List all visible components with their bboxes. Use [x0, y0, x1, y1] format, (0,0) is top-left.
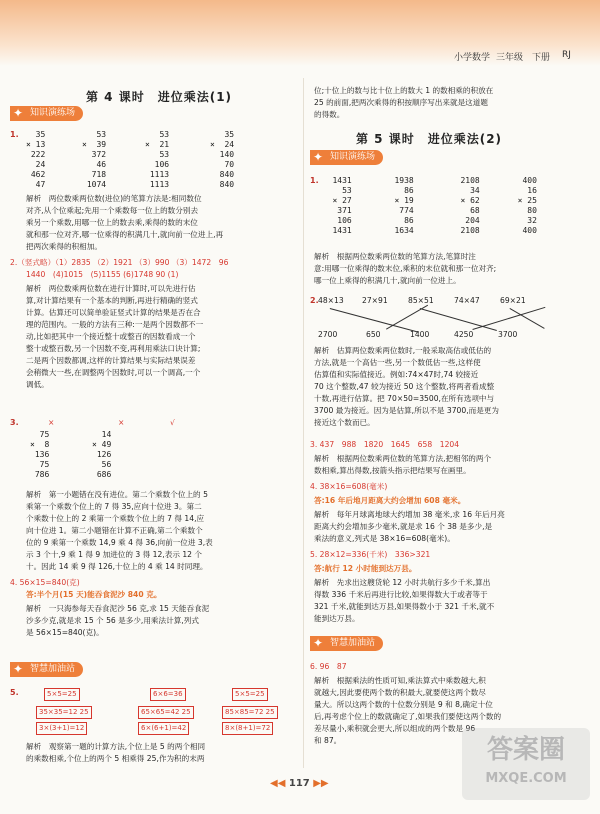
analysis-line: 乘法的意义,列式是 38×16=608(毫米)。	[314, 534, 455, 543]
analysis-line: 意:用哪一位乘得的数末位,乘积的末位就和那一位对齐;	[314, 264, 497, 273]
analysis-line: 数相乘,算出得数,按箭头指示把结果写在画里。	[314, 466, 471, 475]
vertical-calc: 1431 53 × 27 371 106 1431	[332, 176, 352, 235]
analysis-line: 十数,再进行估算。把 70×50=3500,在所有选项中与	[314, 394, 495, 403]
formula-box: 65×65=42 25	[138, 706, 194, 719]
text-line: 25 的前面,把两次乘得的积按顺序写出来就是这道题	[314, 98, 488, 107]
formula-box: 5×5=25	[232, 688, 268, 701]
analysis-line: 321 千米,就能到达万县,如果得数小于 321 千米,就不	[314, 602, 495, 611]
tag-knowledge-practice: ✦ 知识演练场	[310, 150, 383, 165]
vertical-calc: 75 × 8 136 75 786	[30, 430, 50, 479]
right-arrows-icon: ▶▶	[313, 778, 329, 789]
analysis-line: 沙多少克,就是求 15 个 56 是多少,用乘法计算,列式	[26, 616, 199, 625]
analysis-line: 接近这个数而已。	[314, 418, 375, 427]
analysis-line: 解析 两位数乘两位数(进位)的笔算方法是:相同数位	[26, 194, 202, 203]
analysis-line: 解析 第一小题错在没有进位。第二个乘数个位上的 5	[26, 490, 208, 499]
analysis-line: 对齐,从个位乘起;先用一个乘数每一位上的数分别去	[26, 206, 199, 215]
analysis-line: 解析 观察第一题的计算方法,个位上是 5 的两个相同	[26, 742, 206, 751]
estimate-result: 3700	[498, 330, 518, 339]
analysis-line: 十。因此 14 乘 9 得 126,十位上的 4 乘 14 时同理。	[26, 562, 208, 571]
analysis-line: 后,再考虑个位上的数就确定了,如果我们要使这两个数的	[314, 712, 502, 721]
estimate-result: 1400	[410, 330, 430, 339]
analysis-line: 把两次乘得的积相加。	[26, 242, 102, 251]
q4-equation: 4. 38×16=608(毫米)	[310, 482, 388, 491]
vertical-calc: 35 × 13 222 24 462 47	[26, 130, 46, 189]
tag-wisdom-station: ✦ 智慧加油站	[310, 636, 383, 651]
formula-box: 8×(8+1)=72	[222, 722, 273, 735]
estimate-item: 48×13	[318, 296, 344, 305]
analysis-line: 乘第一个乘数个位上的 7 得 35,应向十位进 3。第二	[26, 502, 202, 511]
vertical-calc: 2108 34 × 62 68 204 2108	[460, 176, 480, 235]
analysis-line: 和 87。	[314, 736, 342, 745]
vertical-calc: 53 × 39 372 46 718 1074	[82, 130, 107, 189]
vertical-calc: 53 × 21 53 106 1113 1113	[145, 130, 170, 189]
analysis-line: 整十或整百数,另一个因数不变,再利用乘法口诀计算;	[26, 344, 201, 353]
tag-wisdom-station: ✦ 智慧加油站	[10, 662, 83, 677]
star-icon: ✦	[313, 636, 324, 650]
estimate-result: 4250	[454, 330, 474, 339]
q4-answer: 答:半个月(15 天)能吞食泥沙 840 克。	[26, 590, 162, 599]
analysis-line: 估算值和实际值接近。例如:74×47时,74 较接近	[314, 370, 479, 379]
mark-wrong: ×	[118, 418, 125, 427]
analysis-line: 解析 先求出这艘货轮 12 小时共航行多少千米,算出	[314, 578, 491, 587]
analysis-line: 二是两个因数都调,这样的计算结果与实际结果误差	[26, 356, 196, 365]
analysis-line: 解析 每年月球离地球大约增加 38 毫米,求 16 年后月亮	[314, 510, 505, 519]
header-grade: 三年级	[496, 53, 524, 63]
analysis-line: 哪一位上乘得的积满几十,就向前一位进上。	[314, 276, 461, 285]
formula-box: 6×(6+1)=42	[138, 722, 189, 735]
q1-number: 1.	[10, 130, 19, 139]
analysis-line: 会稍微大一些,在调整两个因数时,可以一个调高,一个	[26, 368, 201, 377]
analysis-line: 位的 9 乘第一个乘数 14,9 乘 4 得 36,向前一位进 3,表	[26, 538, 213, 547]
analysis-line: 解析 估算两位数乘两位数时,一般采取高估或低估的	[314, 346, 492, 355]
estimate-item: 74×47	[454, 296, 480, 305]
analysis-line: 得数 336 千米后再进行比较,如果得数大于或者等于	[314, 590, 488, 599]
formula-box: 35×35=12 25	[36, 706, 92, 719]
q2-number: 2.	[310, 296, 319, 305]
page-number: ◀◀ 117 ▶▶	[270, 778, 329, 789]
q6-answers: 6. 96 87	[310, 662, 347, 671]
star-icon: ✦	[13, 662, 24, 676]
formula-box: 85×85=72 25	[222, 706, 278, 719]
analysis-line: 乘另一个乘数,用哪一位上的数去乘,乘得的数的末位	[26, 218, 198, 227]
vertical-calc: 14 × 49 126 56 686	[92, 430, 112, 479]
analysis-line: 量大。所以这两个数的十位数分别是 9 和 8,确定十位	[314, 700, 493, 709]
q5-equation: 5. 28×12=336(千米) 336>321	[310, 550, 431, 559]
analysis-line: 就和那一位对齐,哪一位乘得的积满几十,就向前一位进上,再	[26, 230, 224, 239]
connect-line	[472, 307, 545, 330]
analysis-line: 向十位进 1。第二小题错在计算不正确,第二个乘数个	[26, 526, 203, 535]
lesson4-title: 第 4 课时 进位乘法(1)	[86, 90, 233, 104]
estimate-result: 650	[366, 330, 381, 339]
analysis-line: 个乘数十位上的 2 乘第一个乘数个位上的 7 得 14,应	[26, 514, 205, 523]
analysis-line: 示 3 个十,9 乘 1 得 9 加进位的 3 得 12,表示 12 个	[26, 550, 202, 559]
q1-number: 1.	[310, 176, 319, 185]
estimate-item: 69×21	[500, 296, 526, 305]
vertical-calc: 400 16 × 25 80 32 400	[517, 176, 537, 235]
connect-line	[420, 308, 497, 331]
mark-wrong: ×	[48, 418, 55, 427]
analysis-line: 是 56×15=840(克)。	[26, 628, 104, 637]
analysis-line: 解析 根据两位数乘两位数的笔算方法,把相邻的两个	[314, 454, 492, 463]
analysis-line: 的乘数相乘,个位上的两个 5 相乘得 25,作为积的末两	[26, 754, 205, 763]
q4-answer: 答:16 年后地月距离大约会增加 608 毫米。	[314, 496, 466, 505]
header-subject: 小学数学	[454, 53, 491, 63]
analysis-line: 解析 两位数乘两位数在进行计算时,可以先进行估	[26, 284, 196, 293]
analysis-line: 算,对计算结果有一个基本的判断,再进行精确的竖式	[26, 296, 198, 305]
estimate-item: 85×51	[408, 296, 434, 305]
mark-correct: √	[170, 418, 175, 427]
q2-answers: 2.（竖式略）（1）2835 （2）1921 （3）990 （3）1472 96	[10, 258, 229, 267]
q3-number: 3.	[10, 418, 19, 427]
analysis-line: 能到达万县。	[314, 614, 360, 623]
analysis-line: 距离大约会增加多少毫米,就是求 16 个 38 是多少,是	[314, 522, 493, 531]
estimate-item: 27×91	[362, 296, 388, 305]
header-volume: 下册	[532, 53, 551, 63]
left-arrows-icon: ◀◀	[270, 778, 286, 789]
text-line: 的得数。	[314, 110, 345, 119]
star-icon: ✦	[13, 106, 24, 120]
star-icon: ✦	[313, 150, 324, 164]
analysis-line: 调低。	[26, 380, 49, 389]
analysis-line: 3700 最为接近。因为是估算,所以不是 3700,而是更为	[314, 406, 499, 415]
formula-box: 5×5=25	[44, 688, 80, 701]
formula-box: 3×(3+1)=12	[36, 722, 87, 735]
q5-answer: 答:航行 12 小时能到达万县。	[314, 564, 417, 573]
analysis-line: 解析 一只海参每天吞食泥沙 56 克,求 15 天能吞食泥	[26, 604, 210, 613]
analysis-line: 动,比如把其中一个接近整十或整百的因数看成一个	[26, 332, 196, 341]
analysis-line: 解析 根据乘法的性质可知,乘法算式中乘数越大,积	[314, 676, 486, 685]
vertical-calc: 1938 86 × 19 774 86 1634	[394, 176, 414, 235]
q3-answers: 3. 437 988 1820 1645 658 1204	[310, 440, 460, 449]
q5-number: 5.	[10, 688, 19, 697]
lesson5-title: 第 5 课时 进位乘法(2)	[356, 132, 503, 146]
analysis-line: 就越大,因此要使两个数的积最大,就要使这两个数尽	[314, 688, 486, 697]
q4-equation: 4. 56×15=840(克)	[10, 578, 80, 587]
analysis-line: 差尽量小,乘积就会更大,所以组成的两个数是 96	[314, 724, 476, 733]
vertical-calc: 35 × 24 140 70 840 840	[210, 130, 235, 189]
analysis-line: 70 这个整数,47 较为接近 50 这个整数,将两者看成整	[314, 382, 495, 391]
header-edition: RJ	[562, 50, 571, 60]
watermark-logo: 答案圈 MXQE.COM	[462, 728, 590, 800]
estimate-result: 2700	[318, 330, 338, 339]
tag-knowledge-practice: ✦ 知识演练场	[10, 106, 83, 121]
column-divider	[303, 78, 304, 768]
analysis-line: 理的范围内。一般的方法有三种:一是两个因数都不一	[26, 320, 204, 329]
formula-box: 6×6=36	[150, 688, 186, 701]
analysis-line: 方法,就是一个高估一些,另一个数低估一些,这样使	[314, 358, 481, 367]
q2-answers: 1440 (4)1015 (5)1155 (6)1748 90 (1)	[26, 270, 179, 279]
analysis-line: 计算。估算还可以简单验证竖式计算的结果是否在合	[26, 308, 201, 317]
text-line: 位;十位上的数与比十位上的数大 1 的数相乘的积放在	[314, 86, 494, 95]
analysis-line: 解析 根据两位数乘两位数的笔算方法,笔算时注	[314, 252, 476, 261]
